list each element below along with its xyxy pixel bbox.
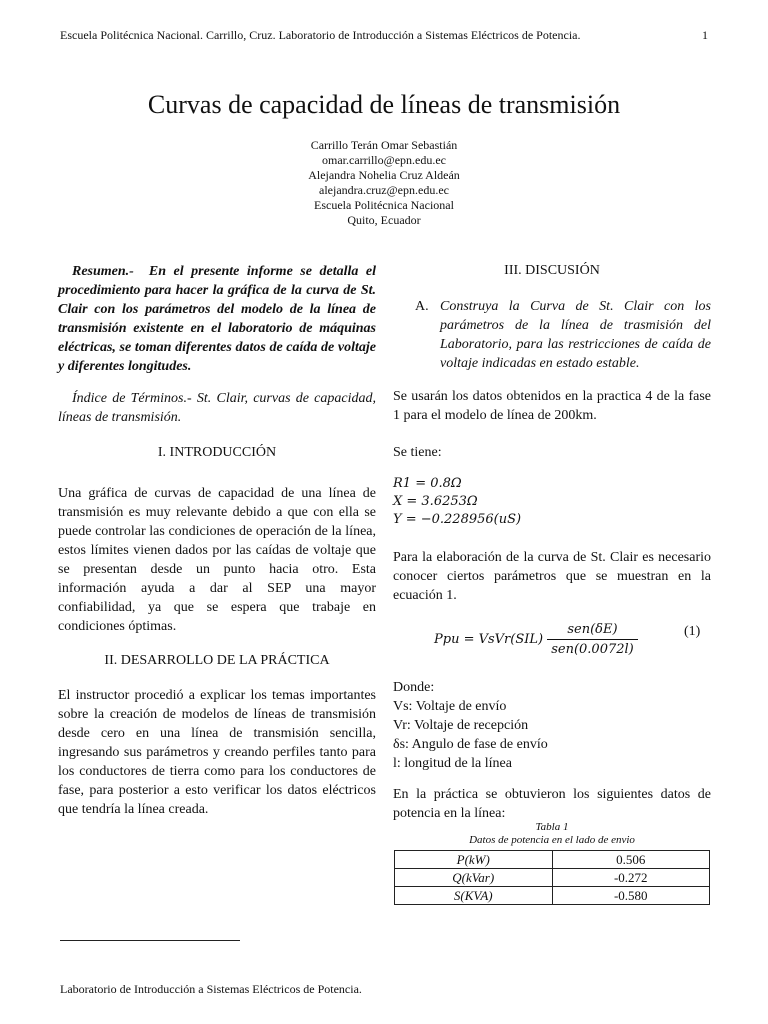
table-cell-label: S(KVA) <box>395 887 553 905</box>
author-location: Quito, Ecuador <box>347 213 421 227</box>
intro-paragraph: Una gráfica de curvas de capacidad de una línea de transmisión es muy relevante debido a que con ella se puede controlar las condiciones de operación de la línea, estos límites vienen dados por las caídas de voltaje que se presentan desde un punto hacia otro. Esta información ayuda a dar al SEP una mayor confiabilidad, ya que se espera que trabaje en condiciones óptimas. <box>58 486 376 634</box>
author-email: omar.carrillo@epn.edu.ec <box>322 153 446 167</box>
author-block <box>0 138 768 228</box>
page-title: Curvas de capacidad de líneas de transmisión <box>147 90 621 119</box>
abstract-label: Resumen.- <box>72 264 134 279</box>
discussion-heading: III. DISCUSIÓN <box>504 263 600 278</box>
intro-heading: I. INTRODUCCIÓN <box>157 445 277 460</box>
list-item: l: longitud de la línea <box>393 756 512 771</box>
index-terms <box>58 389 376 427</box>
index-terms-label: Índice de Términos.- <box>72 391 192 406</box>
equation-1-numerator: sen(δE) <box>547 620 638 640</box>
list-item: Vr: Voltaje de recepción <box>393 718 529 733</box>
index-terms-text: St. Clair, curvas de capacidad, líneas de transmisión. <box>58 391 376 425</box>
equation-y: Y = −0.228956(uS) <box>393 512 522 527</box>
table-cell-value: -0.580 <box>552 887 710 905</box>
where-label: Donde: <box>393 680 435 695</box>
practice-heading: II. DESARROLLO DE LA PRÁCTICA <box>104 653 330 668</box>
author-line: Carrillo Terán Omar Sebastián <box>310 138 458 152</box>
page-footer: Laboratorio de Introducción a Sistemas Eléctricos de Potencia. <box>60 982 362 996</box>
table-row <box>395 851 710 869</box>
item-text: Construya la Curva de St. Clair con los parámetros de la línea de trasmisión del Laboratorio, para las restricciones de caída de voltaje indicadas en estado estable. <box>440 299 711 371</box>
abstract <box>58 262 376 376</box>
paragraph: Se usarán los datos obtenidos en la practica 4 de la fase 1 para el modelo de línea de 200km. <box>393 389 711 423</box>
table-cell-label: P(kW) <box>395 851 553 869</box>
table-subtitle: Datos de potencia en el lado de envio <box>469 834 635 846</box>
running-header: Escuela Politécnica Nacional. Carrillo, Cruz. Laboratorio de Introducción a Sistemas Eléctricos de Potencia. <box>60 28 581 42</box>
page-number: 1 <box>702 28 708 42</box>
abstract-text: En el presente informe se detalla el procedimiento para hacer la gráfica de la curva de St. Clair con los parámetros del modelo de la línea de transmisión existente en el laboratorio de máquinas eléctricas, se toman diferentes datos de caída de voltaje y diferentes longitudes. <box>58 264 376 374</box>
paragraph: Para la elaboración de la curva de St. Clair es necesario conocer ciertos parámetros que se muestran en la ecuación 1. <box>393 550 711 603</box>
paragraph: Se tiene: <box>393 445 442 460</box>
item-label: A. <box>415 299 429 314</box>
footnote-divider <box>60 940 240 941</box>
where-list <box>393 678 711 773</box>
equation-1-denominator: sen(0.0072l) <box>551 642 634 657</box>
table-cell-label: Q(kVar) <box>395 869 553 887</box>
author-email: alejandra.cruz@epn.edu.ec <box>319 183 449 197</box>
table-title: Tabla 1 <box>535 821 569 833</box>
equation-number: (1) <box>684 624 701 639</box>
equation-r: R1 = 0.8Ω <box>393 476 462 491</box>
table-caption <box>393 821 711 847</box>
table-cell-value: 0.506 <box>552 851 710 869</box>
power-data-table <box>394 850 710 905</box>
table-cell-value: -0.272 <box>552 869 710 887</box>
equation-1-lhs: Ppu = VsVr(SIL) <box>434 632 544 647</box>
equation-x: X = 3.6253Ω <box>393 494 478 509</box>
list-item: Vs: Voltaje de envío <box>393 699 507 714</box>
table-row <box>395 869 710 887</box>
author-line: Alejandra Nohelia Cruz Aldeán <box>308 168 460 182</box>
list-item: δs: Angulo de fase de envío <box>393 737 548 752</box>
parameter-equations <box>393 475 711 529</box>
table-row <box>395 887 710 905</box>
equation-1 <box>434 620 638 659</box>
equation-1-fraction <box>547 620 638 659</box>
paragraph: En la práctica se obtuvieron los siguientes datos de potencia en la línea: <box>393 787 711 821</box>
practice-paragraph: El instructor procedió a explicar los temas importantes sobre la creación de modelos de líneas de transmisión desde cero en una línea de transmisión sencilla, ingresando sus parámetros y creando perfiles tanto para los conductores de tierra como para los conductores de fase, para posterior a esto verificar los datos eléctricos que tendría la línea creada. <box>58 688 376 817</box>
author-affiliation: Escuela Politécnica Nacional <box>314 198 454 212</box>
